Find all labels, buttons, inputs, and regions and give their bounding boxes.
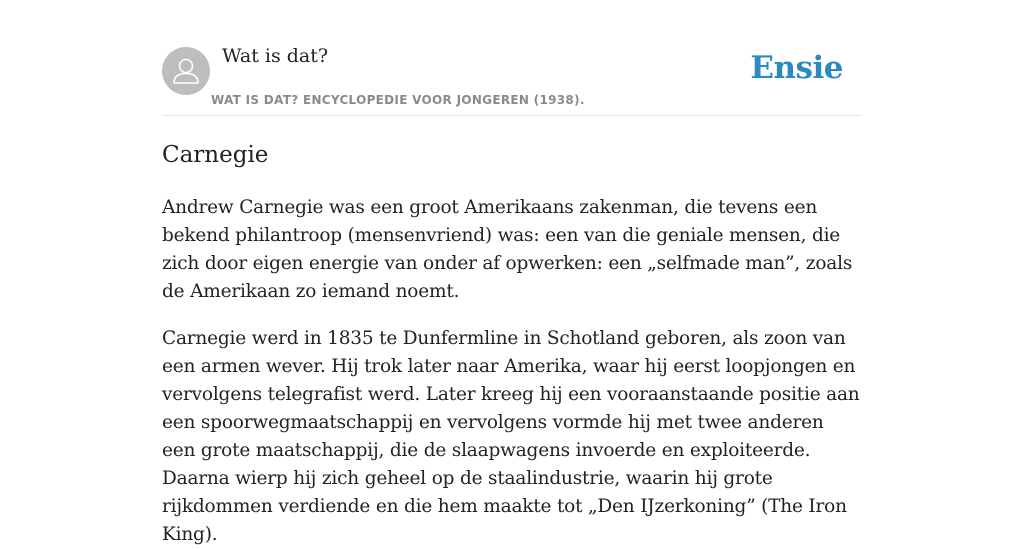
article-paragraph-2: Carnegie werd in 1835 te Dunfermline in Schotland geboren, als zoon van een armen wever. Hij trok later naar Amerika, waar hij eerst loopjongen en vervolgens telegrafist werd. Later kreeg hij een vooraanstaande positie aan een spoorwegmaatschappij en vervolgens vormde hij met twee anderen een grote maatschappij, die de slaapwagens invoerde en exploiteerde. Daarna wierp hij zich geheel op de staalindustrie, waarin hij grote rijkdommen verdiende en die hem maakte tot „Den IJzerkoning” (The Iron King). xyxy=(162,328,860,545)
avatar[interactable] xyxy=(162,47,210,95)
article-paragraph-1: Andrew Carnegie was een groot Amerikaans zakenman, die tevens een bekend philantroop (mensenvriend) was: een van die geniale mensen, die zich door eigen energie van onder af opwerken: een „selfmade man”, zoals de Amerikaan zo iemand noemt. xyxy=(162,197,853,302)
user-placeholder-icon xyxy=(162,47,210,95)
article-title: Carnegie xyxy=(162,142,269,168)
source-header xyxy=(162,0,862,116)
brand-logo[interactable]: Ensie xyxy=(750,50,843,86)
source-subtitle: WAT IS DAT? ENCYCLOPEDIE VOOR JONGEREN (1938). xyxy=(211,93,585,107)
source-title[interactable]: Wat is dat? xyxy=(222,45,329,67)
content-column xyxy=(162,0,862,549)
